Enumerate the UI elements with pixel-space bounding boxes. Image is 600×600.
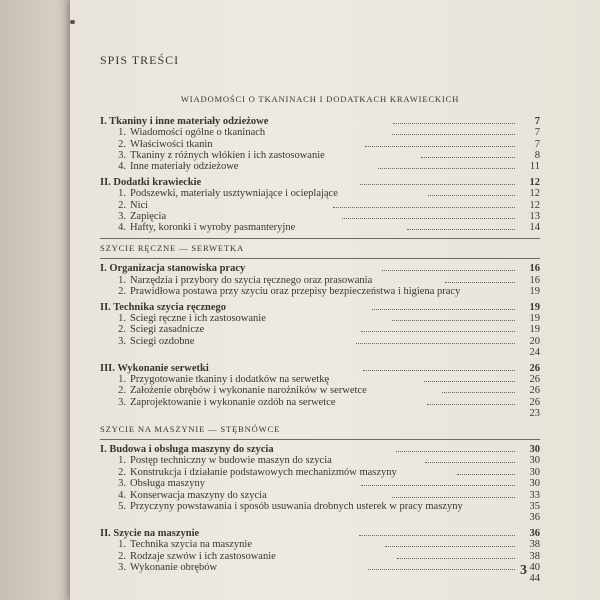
item-text: Założenie obrębów i wykonanie narożników w serwetce [130, 385, 367, 397]
leader-dots [392, 134, 515, 135]
toc-item [100, 562, 540, 573]
page-ref: 35 [529, 501, 540, 512]
item-number: 2. [118, 385, 126, 397]
item-text: Konserwacja maszyny do szycia [130, 489, 267, 501]
chapter-label: II. Technika szycia ręcznego [100, 301, 226, 313]
toc-item [100, 139, 540, 150]
toc-item [100, 512, 540, 523]
item-number: 4. [118, 161, 126, 173]
page-title: SPIS TREŚCI [100, 53, 180, 67]
leader-dots [363, 370, 515, 371]
leader-dots [392, 497, 515, 498]
page-ref: 26 [529, 362, 540, 374]
item-text: Technika szycia na maszynie [130, 539, 253, 551]
section-divider [100, 238, 540, 239]
item-number: 2. [118, 550, 126, 562]
item-text: Wykonanie obrębów [130, 562, 218, 574]
page-ref: 33 [529, 489, 540, 501]
toc-item [100, 127, 540, 138]
leader-dots [425, 462, 515, 463]
chapter-row [100, 444, 540, 455]
toc-item [100, 200, 540, 211]
toc-item [100, 161, 540, 172]
page-ref: 30 [529, 466, 541, 478]
leader-dots [361, 331, 515, 332]
page-ref: 26 [529, 385, 540, 397]
leader-dots [359, 535, 515, 536]
item-text: Wiadomości ogólne o tkaninach [130, 127, 266, 139]
page-ref: 36 [529, 527, 541, 539]
item-text: Narzędzia i przybory do szycia ręcznego oraz prasowania [130, 274, 373, 286]
item-text: Podszewki, materiały usztywniające i ocieplające [130, 188, 338, 200]
item-number: 1. [118, 455, 126, 467]
item-text: Właściwości tkanin [130, 138, 213, 150]
item-number: 1. [118, 127, 126, 139]
chapter-row [100, 363, 540, 374]
item-number: 1. [118, 312, 126, 324]
page-ref: 12 [529, 188, 540, 200]
item-text: Nici [130, 199, 149, 211]
page-ref: 30 [529, 455, 541, 467]
item-text: Prawidłowa postawa przy szyciu oraz przepisy bezpieczeństwa i higiena pracy [130, 286, 461, 298]
chapter-row [100, 116, 540, 127]
item-number: 1. [118, 274, 126, 286]
leader-dots [442, 392, 515, 393]
book-spine-edge [0, 0, 70, 600]
leader-dots [372, 309, 515, 310]
item-number: 3. [118, 211, 126, 223]
chapter-label: II. Dodatki krawieckie [100, 176, 202, 188]
page-ref: 19 [529, 312, 541, 324]
leader-dots [333, 207, 515, 208]
chapter-label: I. Tkaniny i inne materiały odzieżowe [100, 115, 269, 127]
item-text: Postęp techniczny w budowie maszyn do szycia [130, 455, 332, 467]
page-ref: 23 [529, 408, 540, 420]
item-text: Konstrukcja i działanie podstawowych mechanizmów maszyny [130, 466, 397, 478]
section-heading: SZYCIE RĘCZNE — SERWETKA [100, 242, 245, 253]
page-ref: 30 [529, 443, 541, 455]
chapter-label: II. Szycie na maszynie [100, 527, 200, 539]
toc-item [100, 385, 540, 396]
page-ref: 16 [529, 274, 540, 286]
page-ref: 26 [529, 373, 541, 385]
item-text: Przygotowanie tkaniny i dodatków na serwetkę [130, 373, 330, 385]
toc-item [100, 275, 540, 286]
toc-item [100, 490, 540, 501]
toc-item [100, 478, 540, 489]
toc-item [100, 397, 540, 408]
page-ref: 16 [529, 263, 540, 275]
toc-item [100, 408, 540, 419]
leader-dots [393, 123, 515, 124]
item-text: Hafty, koronki i wyroby pasmanteryjne [130, 222, 296, 234]
toc-item [100, 501, 540, 512]
page-ref: 19 [529, 301, 540, 313]
chapter-row [100, 528, 540, 539]
chapter-row [100, 177, 540, 188]
item-number: 5. [118, 501, 126, 512]
item-number: 1. [118, 188, 126, 200]
chapter-label: I. Organizacja stanowiska pracy [100, 263, 246, 275]
item-text: Zapięcia [130, 211, 167, 223]
chapter-row [100, 263, 540, 274]
toc-item [100, 573, 540, 584]
item-text: Przyczyny powstawania i sposób usuwania drobnych usterek w pracy maszyny [130, 501, 463, 512]
item-number: 3. [118, 478, 126, 490]
page-ref: 40 [529, 562, 541, 574]
page-ref: 19 [529, 324, 540, 336]
item-number: 1. [118, 539, 126, 551]
item-text: Obsługa maszyny [130, 478, 205, 490]
item-number: 2. [118, 138, 126, 150]
toc-item [100, 551, 540, 562]
toc-item [100, 467, 540, 478]
chapter-label: I. Budowa i obsługa maszyny do szycia [100, 443, 274, 455]
page-ref: 24 [529, 347, 540, 359]
page-ref: 7 [534, 127, 541, 139]
item-number: 2. [118, 324, 126, 336]
leader-dots [396, 451, 515, 452]
chapter-label: III. Wykonanie serwetki [100, 362, 209, 374]
toc-item [100, 336, 540, 347]
toc-item [100, 455, 540, 466]
leader-dots [397, 558, 515, 559]
page-ref: 38 [529, 539, 541, 551]
item-text: Inne materiały odzieżowe [130, 161, 239, 173]
toc-item [100, 347, 540, 358]
section-divider [100, 258, 540, 259]
leader-dots [424, 381, 515, 382]
leader-dots [368, 569, 515, 570]
leader-dots [356, 343, 515, 344]
toc-item [100, 324, 540, 335]
item-number: 4. [118, 222, 126, 234]
page-number: 3 [520, 563, 527, 578]
leader-dots [385, 546, 515, 547]
table-of-contents [100, 55, 540, 585]
item-number: 1. [118, 373, 126, 385]
page-ref: 13 [529, 211, 541, 223]
item-number: 3. [118, 396, 126, 408]
page-ref: 11 [529, 161, 541, 173]
leader-dots [407, 229, 515, 230]
leader-dots [365, 146, 515, 147]
item-number: 3. [118, 335, 126, 347]
page-ref: 20 [529, 335, 541, 347]
leader-dots [445, 282, 515, 283]
section-heading: WIADOMOŚCI O TKANINACH I DODATKACH KRAWIECKICH [180, 94, 460, 105]
toc-item [100, 286, 540, 297]
toc-item [100, 374, 540, 385]
item-number: 2. [118, 286, 126, 298]
item-number: 2. [118, 466, 126, 478]
section-divider [100, 439, 540, 440]
leader-dots [428, 195, 515, 196]
toc-item [100, 539, 540, 550]
item-text: Ściegi ozdobne [130, 335, 195, 347]
toc-item [100, 222, 540, 233]
page-ref: 14 [529, 222, 540, 234]
page-ref: 12 [529, 199, 541, 211]
page-ref: 12 [529, 176, 540, 188]
item-number: 3. [118, 562, 126, 574]
section-heading: SZYCIE NA MASZYNIE — STĘBNÓWCE [100, 423, 281, 434]
leader-dots [457, 474, 515, 475]
toc-item [100, 150, 540, 161]
item-number: 3. [118, 150, 126, 162]
leader-dots [382, 270, 515, 271]
toc-item [100, 188, 540, 199]
page-ref: 8 [534, 150, 540, 162]
item-text: Tkaniny z różnych włókien i ich zastosowanie [130, 150, 325, 162]
leader-dots [378, 168, 515, 169]
chapter-row [100, 302, 540, 313]
item-text: Rodzaje szwów i ich zastosowanie [130, 550, 276, 562]
leader-dots [342, 218, 515, 219]
toc-item [100, 211, 540, 222]
item-text: Ściegi ręczne i ich zastosowanie [130, 312, 266, 324]
item-number: 2. [118, 199, 126, 211]
leader-dots [392, 320, 515, 321]
item-text: Ściegi zasadnicze [130, 324, 205, 336]
page-ref: 26 [529, 396, 541, 408]
toc-item [100, 313, 540, 324]
leader-dots [361, 485, 515, 486]
page-ref: 36 [529, 512, 540, 524]
page-ref: 38 [529, 550, 541, 562]
page-ref: 44 [529, 573, 540, 585]
page-ref: 7 [534, 115, 541, 127]
page-ref: 7 [534, 138, 540, 150]
leader-dots [421, 157, 515, 158]
leader-dots [427, 404, 515, 405]
page-ref: 19 [529, 286, 540, 298]
leader-dots [360, 184, 515, 185]
page-ref: 30 [529, 478, 541, 490]
ink-mark [70, 20, 75, 24]
item-text: Zaprojektowanie i wykonanie ozdób na serwetce [130, 396, 336, 408]
item-number: 4. [118, 489, 126, 501]
